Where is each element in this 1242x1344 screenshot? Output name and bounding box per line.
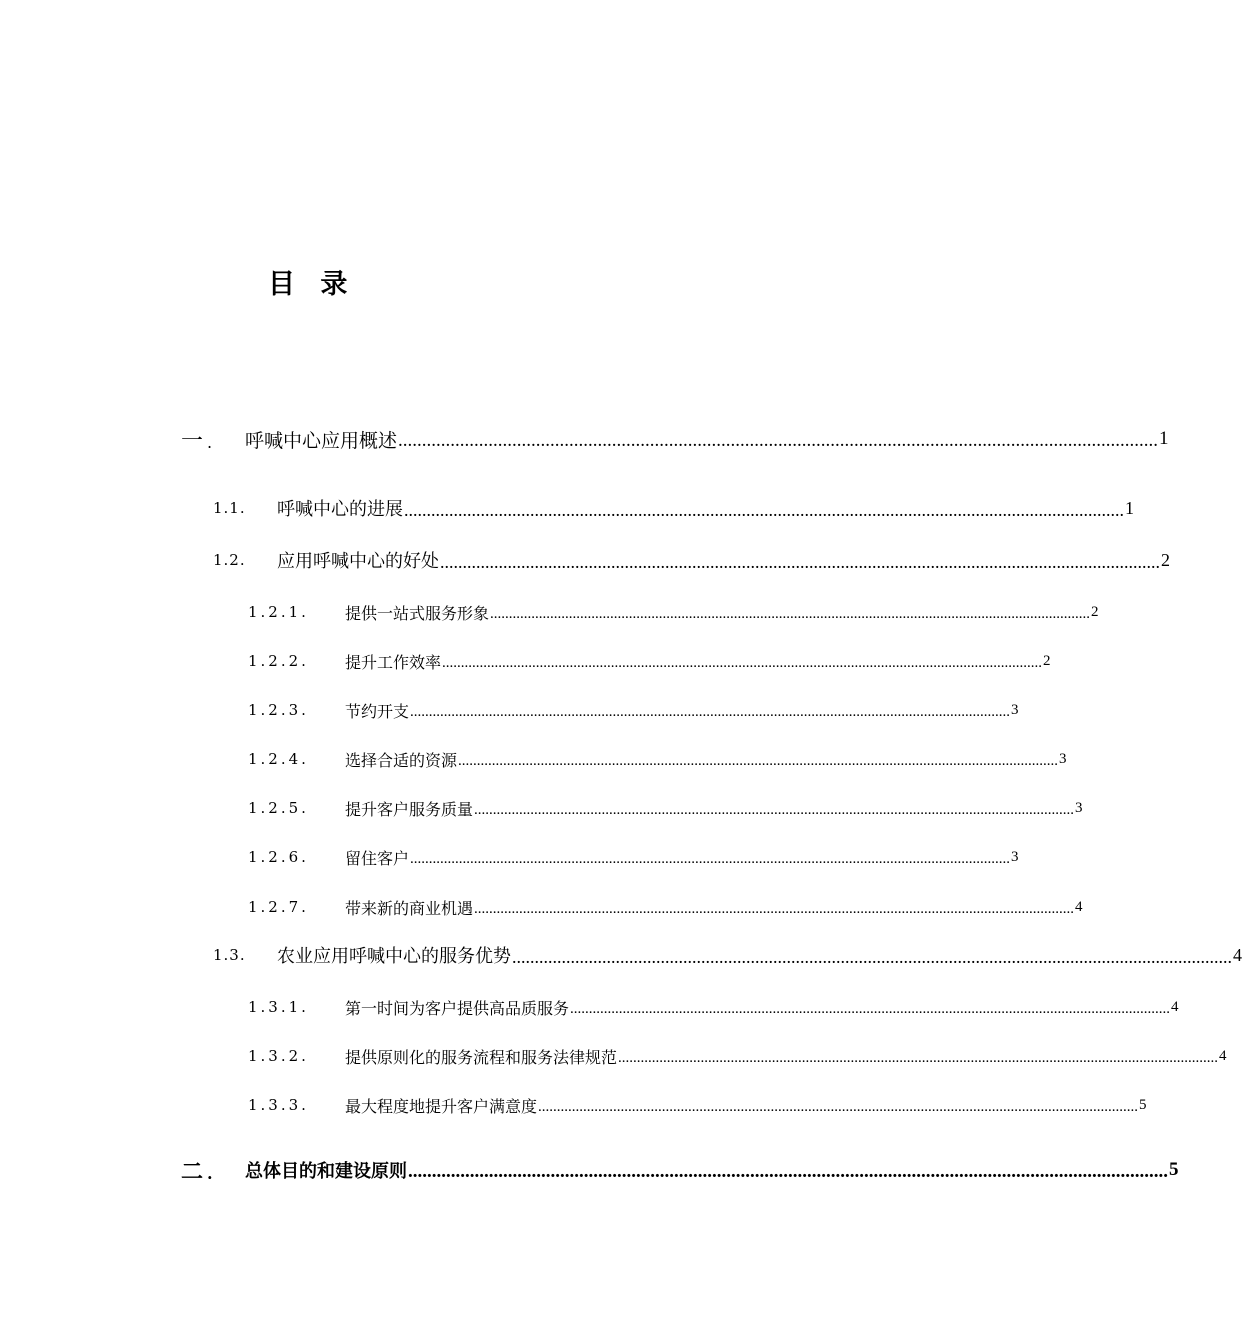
toc-entry[interactable] — [248, 695, 1019, 725]
toc-entry-number: 1.2.2. — [248, 652, 309, 670]
toc-entry-number: 1.2. — [213, 551, 246, 569]
toc-entry-page: 3 — [1011, 701, 1019, 718]
toc-entry-label: 呼喊中心的进展 — [277, 499, 403, 520]
toc-entry-number: 1.2.6. — [248, 848, 309, 866]
toc-entry-page: 3 — [1075, 799, 1083, 816]
toc-leader-dots: ................................................................................................................................................................ — [538, 1098, 1139, 1115]
toc-entry-page: 2 — [1161, 549, 1170, 570]
toc-entry-label: 提升工作效率 — [345, 652, 442, 672]
toc-entry[interactable] — [248, 1090, 1147, 1120]
toc-entry-number: 1.1. — [213, 499, 246, 517]
toc-title: 目 录 — [268, 269, 356, 300]
toc-entry-page: 5 — [1139, 1096, 1147, 1113]
toc-entry-label: 第一时间为客户提供高品质服务 — [345, 998, 570, 1018]
toc-entry-page: 4 — [1233, 944, 1242, 965]
toc-entry-number: 1.2.4. — [248, 750, 309, 768]
toc-leader-dots: ................................................................................................................................................................ — [512, 946, 1232, 967]
toc-leader-dots: ................................................................................................................................................................ — [398, 430, 1159, 451]
toc-entry[interactable] — [248, 793, 1083, 823]
toc-entry-page: 2 — [1091, 603, 1099, 620]
toc-entry[interactable] — [181, 1155, 1179, 1185]
toc-entry-number: 1.2.1. — [248, 603, 309, 621]
toc-entry[interactable] — [248, 1041, 1227, 1071]
toc-entry[interactable] — [213, 545, 1170, 575]
toc-entry-number: 二 . — [181, 1158, 213, 1185]
toc-entry-page: 4 — [1075, 898, 1083, 915]
toc-leader-dots: ................................................................................................................................................................ — [440, 551, 1160, 572]
toc-entry-page: 1 — [1125, 497, 1134, 518]
toc-entry-number: 1.2.7. — [248, 898, 309, 916]
toc-entry-number: 1.2.3. — [248, 701, 309, 719]
toc-entry-page: 1 — [1159, 428, 1169, 449]
toc-entry-page: 4 — [1219, 1047, 1227, 1064]
toc-entry-page: 5 — [1169, 1159, 1179, 1180]
toc-entry-number: 1.3. — [213, 946, 246, 964]
toc-entry-label: 应用呼喊中心的好处 — [277, 551, 439, 572]
toc-leader-dots: ................................................................................................................................................................ — [408, 1161, 1168, 1182]
toc-entry-label: 总体目的和建设原则 — [245, 1161, 407, 1182]
toc-leader-dots: ................................................................................................................................................................ — [458, 752, 1059, 769]
toc-leader-dots: ................................................................................................................................................................ — [618, 1049, 1219, 1066]
toc-entry-label: 选择合适的资源 — [345, 750, 458, 770]
toc-entry-label: 留住客户 — [345, 848, 410, 868]
toc-entry-page: 4 — [1171, 998, 1179, 1015]
toc-entry[interactable] — [248, 744, 1067, 774]
toc-leader-dots: ................................................................................................................................................................ — [410, 703, 1011, 720]
toc-entry[interactable] — [213, 940, 1242, 970]
toc-entry-label: 呼喊中心应用概述 — [245, 429, 398, 452]
toc-entry[interactable] — [248, 842, 1019, 872]
toc-entry-label: 带来新的商业机遇 — [345, 898, 474, 918]
toc-entry[interactable] — [181, 424, 1169, 454]
toc-leader-dots: ................................................................................................................................................................ — [570, 1000, 1171, 1017]
toc-leader-dots: ................................................................................................................................................................ — [474, 900, 1075, 917]
toc-entry-number: 1.3.2. — [248, 1047, 309, 1065]
toc-leader-dots: ................................................................................................................................................................ — [404, 499, 1124, 520]
toc-leader-dots: ................................................................................................................................................................ — [490, 605, 1091, 622]
toc-entry-label: 最大程度地提升客户满意度 — [345, 1096, 538, 1116]
toc-entry[interactable] — [248, 992, 1179, 1022]
toc-entry-number: 1.3.1. — [248, 998, 309, 1016]
toc-entry-number: 一 . — [181, 428, 213, 454]
toc-leader-dots: ................................................................................................................................................................ — [474, 801, 1075, 818]
toc-entry-label: 农业应用呼喊中心的服务优势 — [277, 946, 511, 967]
toc-entry[interactable] — [248, 646, 1051, 676]
toc-entry-page: 3 — [1059, 750, 1067, 767]
toc-leader-dots: ................................................................................................................................................................ — [410, 850, 1011, 867]
toc-leader-dots: ................................................................................................................................................................ — [442, 654, 1043, 671]
toc-entry-page: 2 — [1043, 652, 1051, 669]
toc-entry-label: 提供一站式服务形象 — [345, 603, 490, 623]
toc-entry[interactable] — [248, 892, 1083, 922]
toc-entry-label: 提升客户服务质量 — [345, 799, 474, 819]
toc-entry-label: 提供原则化的服务流程和服务法律规范 — [345, 1047, 618, 1067]
toc-entry-label: 节约开支 — [345, 701, 410, 721]
toc-entry[interactable] — [248, 597, 1099, 627]
toc-entry-number: 1.3.3. — [248, 1096, 309, 1114]
toc-entry-page: 3 — [1011, 848, 1019, 865]
toc-entry-number: 1.2.5. — [248, 799, 309, 817]
toc-entry[interactable] — [213, 493, 1134, 523]
